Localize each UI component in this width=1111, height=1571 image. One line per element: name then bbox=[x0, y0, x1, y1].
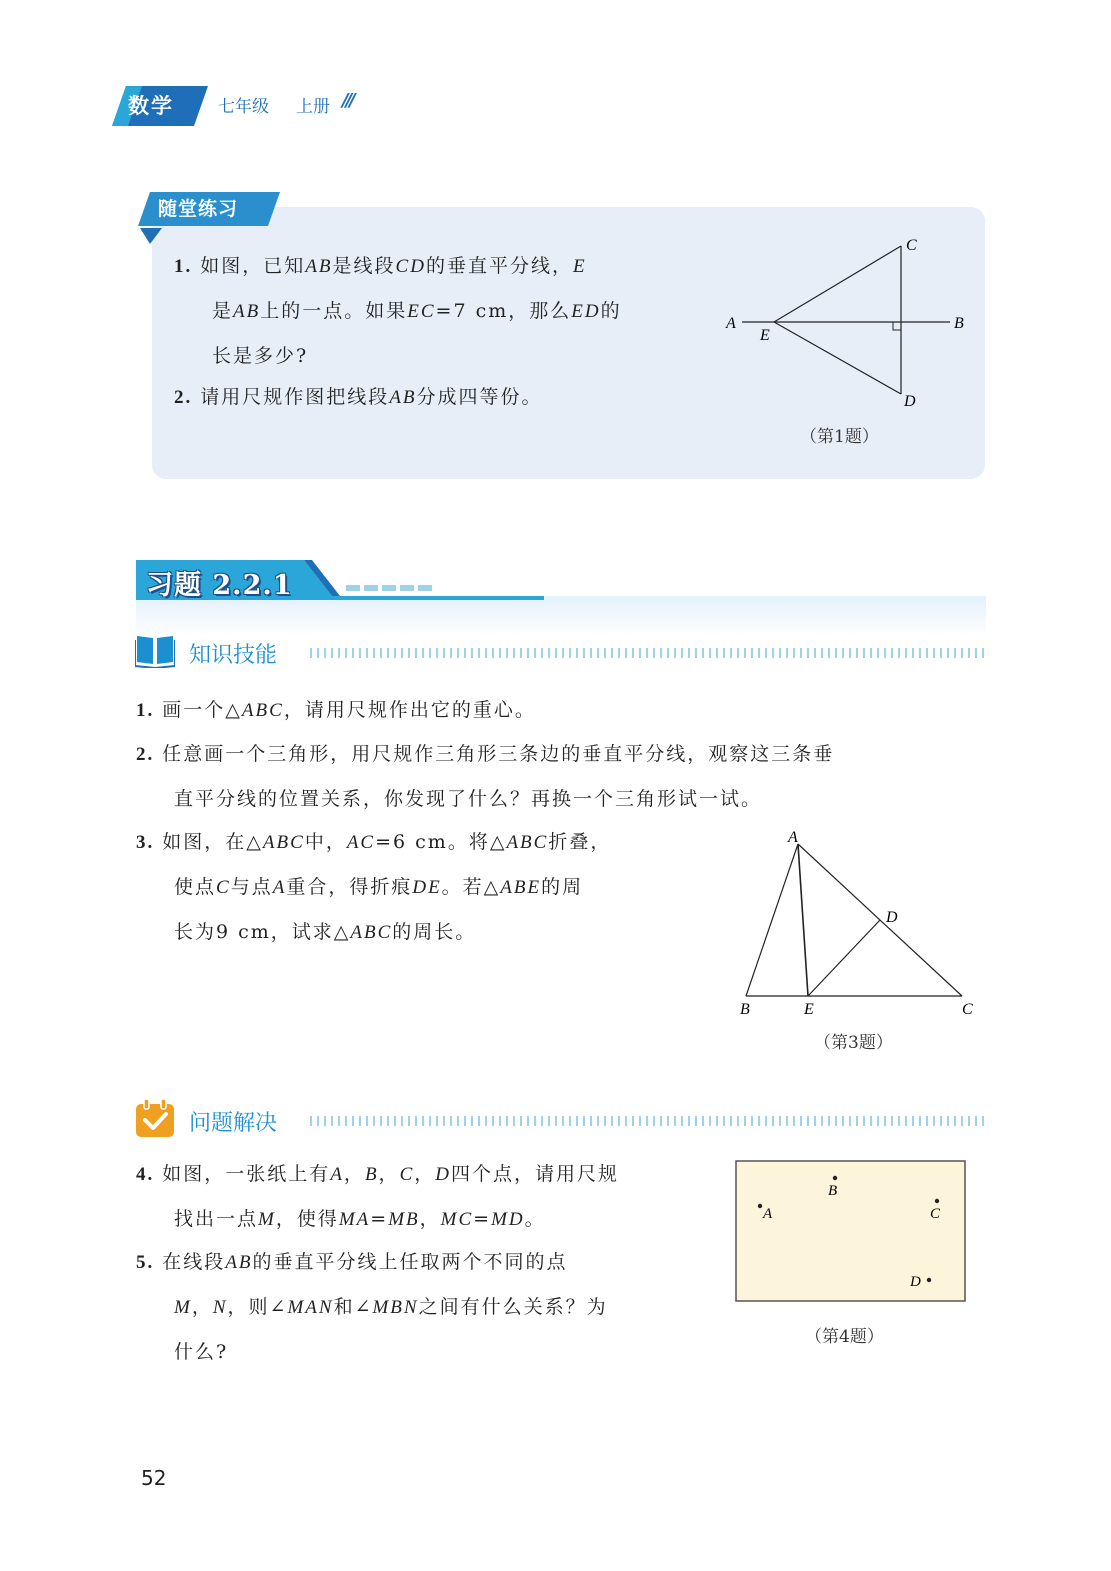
practice-tab-label: 随堂练习 bbox=[158, 198, 239, 220]
figure-4-caption: （第4题） bbox=[805, 1327, 884, 1347]
segment-AB bbox=[746, 844, 798, 996]
fig4-label-B: B bbox=[828, 1183, 838, 1199]
exercise-question-3: 3. 如图，在△ABC中，AC=6 cm。将△ABC折叠， 使点C与点A重合，得折痕DE。若△ABE的周 长为9 cm，试求△ABC的周长。 bbox=[136, 831, 612, 943]
exercise-question-5: 5. 在线段AB的垂直平分线上任取两个不同的点 M，N，则∠MAN和∠MBN之间有什么关系？为 什么? bbox=[136, 1251, 608, 1363]
segment-AE bbox=[798, 844, 808, 996]
exercise-question-2: 2. 任意画一个三角形，用尺规作三角形三条边的垂直平分线，观察这三条垂 直平分线的位置关系，你发现了什么？再换一个三角形试一试。 bbox=[136, 743, 835, 810]
figure-3-caption: （第3题） bbox=[814, 1033, 893, 1053]
fig4-label-A: A bbox=[763, 1206, 773, 1222]
fig3-label-B: B bbox=[740, 1001, 750, 1018]
point-D bbox=[927, 1278, 931, 1282]
fig3-label-A: A bbox=[788, 829, 798, 846]
exercise-title: 习题 2.2.1 bbox=[146, 570, 293, 601]
problem-divider bbox=[310, 1116, 986, 1126]
segment-DE bbox=[808, 920, 880, 996]
exercise-question-1: 1. 画一个△ABC，请用尺规作出它的重心。 bbox=[136, 699, 536, 721]
grade-label: 七年级 bbox=[218, 97, 269, 117]
fig1-label-E: E bbox=[760, 327, 770, 344]
figure-3-diagram bbox=[730, 826, 986, 1022]
point-B bbox=[833, 1176, 837, 1180]
calendar-check-icon bbox=[135, 1098, 175, 1138]
point-C bbox=[935, 1199, 939, 1203]
practice-question-2: 2. 请用尺规作图把线段AB分成四等份。 bbox=[174, 386, 543, 408]
fig3-label-E: E bbox=[804, 1001, 814, 1018]
book-icon bbox=[135, 632, 175, 668]
figure-1-caption: （第1题） bbox=[800, 427, 879, 447]
fig3-label-C: C bbox=[962, 1001, 973, 1018]
right-angle-mark bbox=[893, 322, 901, 330]
figure-1-diagram bbox=[718, 228, 974, 418]
fig3-label-D: D bbox=[886, 909, 898, 926]
volume-label: 上册 bbox=[296, 97, 330, 117]
header-slashes: /// bbox=[342, 90, 353, 111]
fig1-label-C: C bbox=[906, 237, 917, 254]
fig4-label-C: C bbox=[930, 1206, 941, 1222]
figure-4-diagram bbox=[735, 1160, 967, 1304]
fig4-label-D: D bbox=[910, 1274, 921, 1290]
fig1-label-D: D bbox=[904, 393, 916, 410]
problem-section-label: 问题解决 bbox=[189, 1111, 278, 1136]
page-number: 52 bbox=[141, 1466, 167, 1490]
point-A bbox=[758, 1204, 762, 1208]
subject-label: 数学 bbox=[128, 94, 174, 118]
segment-EC bbox=[774, 246, 901, 322]
segment-ED bbox=[774, 322, 901, 394]
knowledge-section-label: 知识技能 bbox=[189, 643, 278, 668]
exercise-question-4: 4. 如图，一张纸上有A，B，C，D四个点，请用尺规 找出一点M，使得MA=MB，MC=MD。 bbox=[136, 1163, 620, 1230]
knowledge-divider bbox=[310, 648, 986, 658]
practice-question-1: 1. 如图，已知AB是线段CD的垂直平分线，E 是AB上的一点。如果EC=7 cm，那么ED的 长是多少? bbox=[174, 255, 622, 367]
fig1-label-B: B bbox=[954, 315, 964, 332]
fig1-label-A: A bbox=[726, 315, 736, 332]
